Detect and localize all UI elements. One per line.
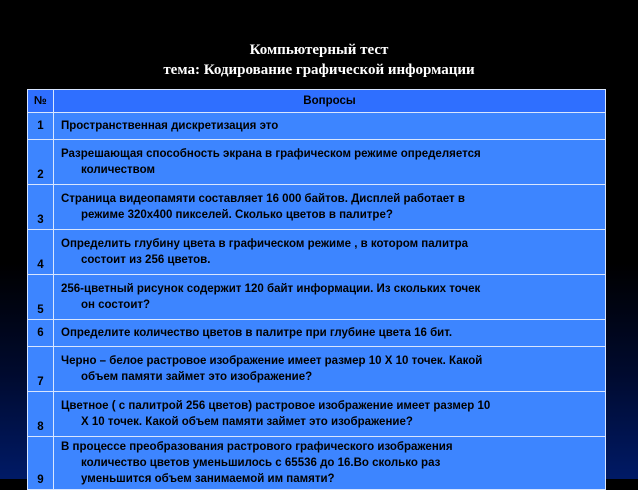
table-row: [28, 140, 606, 185]
table-row: [28, 185, 606, 230]
question-text: [54, 185, 606, 230]
question-text: [54, 392, 606, 437]
question-text: [54, 347, 606, 392]
question-text: [54, 275, 606, 320]
table-row: [28, 437, 606, 490]
question-number: 9: [28, 437, 54, 490]
question-text: [54, 230, 606, 275]
question-text-line: Х 10 точек. Какой объем памяти займет это изображение?: [81, 416, 413, 428]
question-text-line: объем памяти займет это изображение?: [81, 371, 313, 383]
title-line-1: Компьютерный тест: [249, 42, 389, 58]
question-text-line: он состоит?: [81, 299, 151, 311]
question-number: 3: [28, 185, 54, 230]
question-text-line: 256-цветный рисунок содержит 120 байт информации. Из скольких точек: [61, 283, 481, 295]
question-number: 8: [28, 392, 54, 437]
header-number: №: [28, 90, 54, 113]
table-row: [28, 392, 606, 437]
question-text-line: Разрешающая способность экрана в графическом режиме определяется: [61, 148, 481, 160]
question-text: [54, 437, 606, 490]
question-number: 4: [28, 230, 54, 275]
header-questions: Вопросы: [54, 90, 606, 113]
question-text-line: количеством: [81, 164, 155, 176]
question-number: 6: [28, 320, 54, 347]
question-text-line: Черно – белое растровое изображение имеет размер 10 Х 10 точек. Какой: [61, 355, 483, 367]
table-body: [28, 113, 606, 490]
slide-title: [0, 40, 638, 80]
question-text-line: В процессе преобразования растрового графического изображения: [61, 441, 453, 453]
table-row: [28, 113, 606, 140]
table-header-row: [28, 90, 606, 113]
title-line-2: тема: Кодирование графической информации: [163, 62, 475, 78]
question-number: 5: [28, 275, 54, 320]
question-text-line: Страница видеопамяти составляет 16 000 байтов. Дисплей работает в: [61, 193, 465, 205]
question-text-line: состоит из 256 цветов.: [81, 254, 211, 266]
table-row: [28, 320, 606, 347]
question-number: 2: [28, 140, 54, 185]
question-text-line: Определить глубину цвета в графическом режиме , в котором палитра: [61, 238, 469, 250]
table-row: [28, 230, 606, 275]
question-text: [54, 320, 606, 347]
question-text-line: режиме 320х400 пикселей. Сколько цветов в палитре?: [81, 209, 393, 221]
question-text-line: Определите количество цветов в палитре при глубине цвета 16 бит.: [61, 327, 453, 339]
table-row: [28, 347, 606, 392]
question-number: 7: [28, 347, 54, 392]
question-text: [54, 113, 606, 140]
question-text-line: уменьшится объем занимаемой им памяти?: [81, 473, 335, 485]
question-text-line: Цветное ( с палитрой 256 цветов) растровое изображение имеет размер 10: [61, 400, 491, 412]
table-row: [28, 275, 606, 320]
question-text-line: Пространственная дискретизация это: [61, 120, 279, 132]
questions-table: [27, 89, 606, 490]
question-text-line: количество цветов уменьшилось с 65536 до 16.Во сколько раз: [81, 457, 441, 469]
question-number: 1: [28, 113, 54, 140]
question-text: [54, 140, 606, 185]
